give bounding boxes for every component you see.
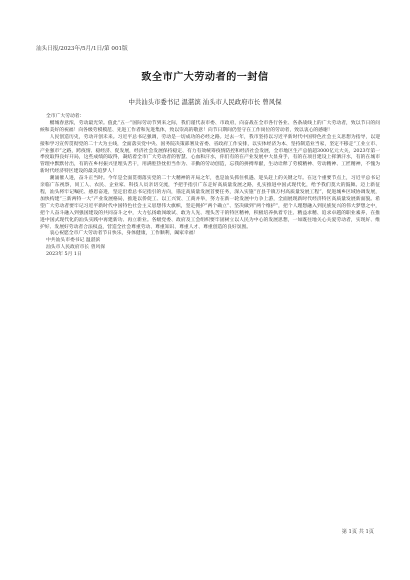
signature-date: 2023年 5月 1日 [46, 252, 82, 258]
letter-body [40, 114, 380, 259]
letter-salutation: 全市广大劳动者： [46, 114, 85, 119]
letter-paragraph: 人民创造历史，劳动开创未来。习近平总书记强调，劳动是一切成功的必经之路。过去一年，我市坚持以习近平新时代中国特色社会主义思想为指导，以迎接和学习宣传贯彻党的二十大为主线，全面落实党中央、国务院决策部署及省委、省政府工作安排，以实体经济为本、坚持制造业当家，坚定不移走“工业立市、产业强市”之路，跨疫情、稳经济、促发展，经济社会发展保持稳定、有力有效统筹疫情防控和经济社会发展，全市地区生产总值超3000亿元大关，2023年第一季度取得良好开局，这些成绩的取得，凝结着全市广大劳动者的智慧、心血和汗水，你们有的在产业发展中大显身手，有的在项目建设上挥洒汗水，有的在城市管理中默默付出，有的在乡村振兴里埋头苦干，用满腔热忱担当作为、辛勤的劳动创造，忘我的拼搏奉献，生动诠释了劳模精神、劳动精神、工匠精神，不愧为新时代经济特区建设的最美追梦人！ [40, 134, 380, 175]
letter-paragraph: 榴城春意浓，劳动最光荣。值此“五一”国际劳动节到来之际，我们谨代表市委、市政府，向奋战在全市各行各业、各条战线上的广大劳动者，致以节日的问候和美好的祝福！向各级劳模模范、先进工作者和先进集体，致以崇高的敬意！向节日期间仍坚守在工作岗位的劳动者，致以衷心的感谢！ [40, 120, 380, 133]
letter-paragraph: 衷心祝愿全市广大劳动者节日快乐，身体健康，工作顺利，阖家幸福！ [49, 231, 199, 237]
letter-paragraph: 潮涌催人进，奋斗正当时。今年是全面贯彻落实党的二十大精神的开局之年，也是汕头抓住机遇、迎头赶上的关键之年。在这个重要节点上，习近平总书记亲临广东视察，同工人、农民、企业家、科技人员亲切交流，予把手指引广东走好高质量发展之路，扎实推进中国式现代化，给予我们莫大的鼓舞。迈上新征程，汕头将牢记嘱托、感恩奋进，坚定沿着总书记指引的方向，锚定高质量发展首要任务，深入实施“百县千镇万村高质量发展工程”，促进城乡区域协调发展，加快构建“三新两特一大”产业发展格局，推进以侨促工、以工兴贸、工商并举，努力在新一轮发展中力争上游，全面展现新时代经济特区高质量发展新面貌。希望广大劳动者要牢记习近平新时代中国特色社会主义思想伟大旗帜，坚定拥护“两个确立”、坚决做到“两个维护”，把个人理想融入到民族复兴的伟大梦想之中，把个人奋斗融入到强国建设的共同奋斗之中，大力弘扬敢闯敢试、敢为人先、埋头苦干的特区精神，积极培养执着专注、精益求精、追求卓越的职业素养，在推进中国式现代化的汕头实践中再建新功、再立新业。各级党委、政府及工会组织要牢固树立以人民为中心的发展思想，一如既往地关心关爱劳动者，实现好、维护好、发展好劳动者合法权益，营造全社会尊重劳动、尊重知识、尊重人才、尊重创造的良好氛围。 [40, 176, 380, 230]
document-authors: 中共汕头市委书记 温湛滨 汕头市人民政府市长 曾风保 [128, 98, 282, 106]
publication-header: 汕头日报/2023年/5月/1日/第 001版 [36, 46, 128, 52]
signature-party-secretary: 中共汕头市委书记 温湛滨 [46, 238, 101, 244]
page-number: 第 1页 共 1页 [341, 529, 374, 535]
document-title: 致全市广大劳动者的一封信 [141, 72, 269, 83]
signature-mayor: 汕头市人民政府市长 曾风保 [46, 245, 106, 251]
